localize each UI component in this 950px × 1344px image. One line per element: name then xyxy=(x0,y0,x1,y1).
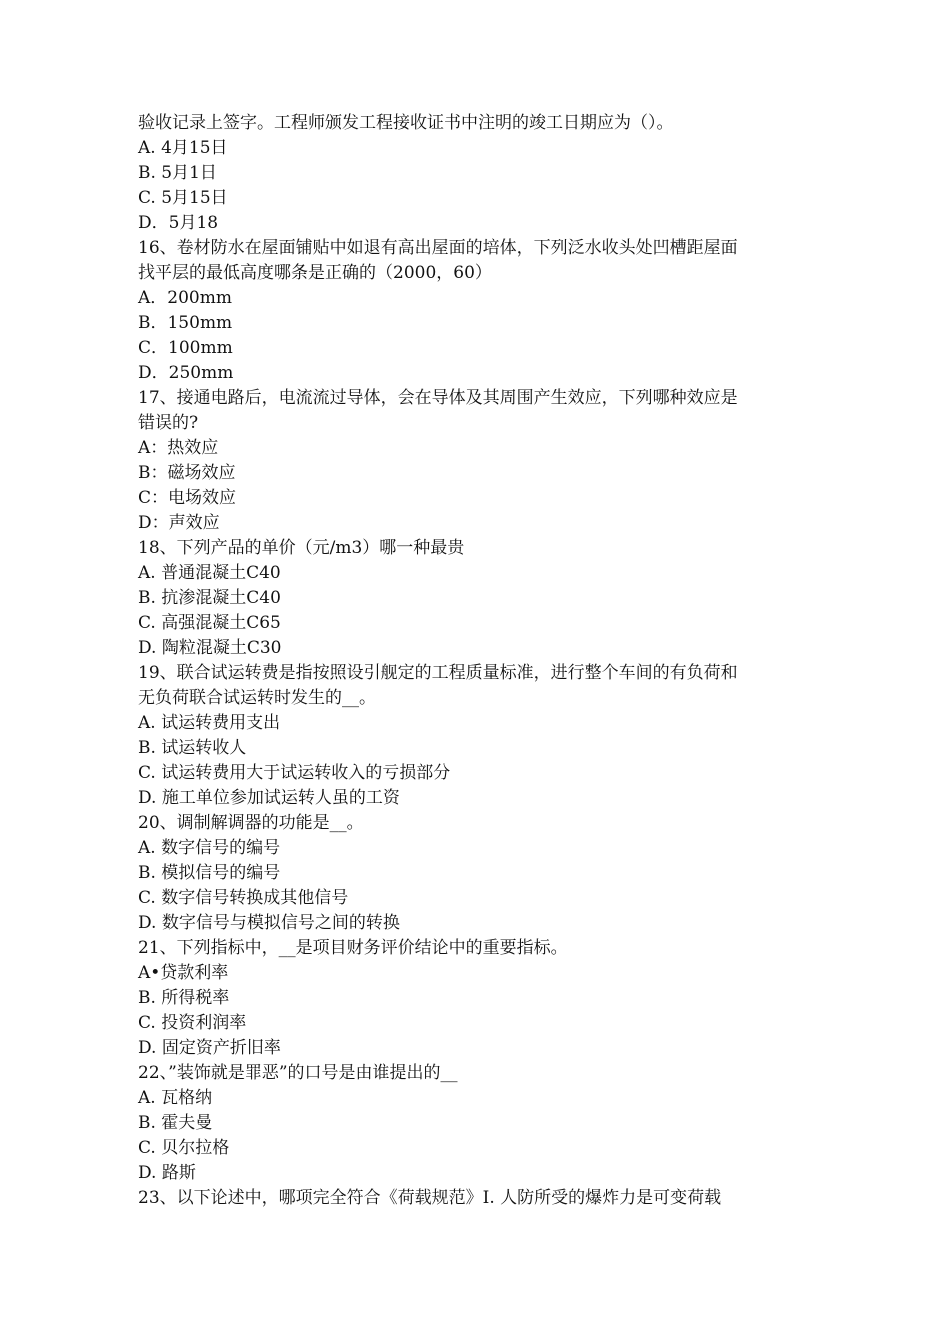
text-line: B. 所得税率 xyxy=(138,988,230,1008)
text-line: A．200mm xyxy=(138,288,232,308)
text-line: D. 路斯 xyxy=(138,1163,196,1183)
text-line: D. 数字信号与模拟信号之间的转换 xyxy=(138,913,400,933)
text-line: D. 施工单位参加试运转人虽的工资 xyxy=(138,788,400,808)
text-line: D：声效应 xyxy=(138,513,220,533)
text-line: 21、下列指标中，__是项目财务评价结论中的重要指标。 xyxy=(138,938,568,958)
text-line: A. 普通混凝土C40 xyxy=(138,563,281,583)
text-line: D．5月18 xyxy=(138,213,219,233)
text-line: A：热效应 xyxy=(138,438,219,458)
text-line: 16、卷材防水在屋面铺贴中如退有高出屋面的培体，下列泛水收头处凹槽距屋面 xyxy=(138,238,738,258)
text-line: C. 贝尔拉格 xyxy=(138,1138,230,1158)
text-line: 20、调制解调器的功能是__。 xyxy=(138,813,364,833)
text-line: A. 瓦格纳 xyxy=(138,1088,213,1108)
text-line: D．250mm xyxy=(138,363,234,383)
text-line: B. 模拟信号的编号 xyxy=(138,863,281,883)
text-line: D. 陶粒混凝土C30 xyxy=(138,638,282,658)
page-text xyxy=(138,111,818,1211)
text-line: B. 抗渗混凝土C40 xyxy=(138,588,281,608)
text-line: B：磁场效应 xyxy=(138,463,236,483)
text-line: A. 数字信号的编号 xyxy=(138,838,281,858)
text-line: 无负荷联合试运转时发生的__。 xyxy=(138,688,376,708)
text-line: C. 高强混凝土C65 xyxy=(138,613,281,633)
text-line: 错误的? xyxy=(138,413,199,433)
text-line: 23、以下论述中，哪项完全符合《荷载规范》I. 人防所受的爆炸力是可变荷载 xyxy=(138,1188,722,1208)
text-line: B. 霍夫曼 xyxy=(138,1113,213,1133)
text-line: 17、接通电路后，电流流过导体，会在导体及其周围产生效应，下列哪种效应是 xyxy=(138,388,738,408)
text-line: C. 5月15日 xyxy=(138,188,228,208)
text-line: C．100mm xyxy=(138,338,233,358)
text-line: C：电场效应 xyxy=(138,488,237,508)
text-line: C. 试运转费用大于试运转收入的亏损部分 xyxy=(138,763,451,783)
text-line: 19、联合试运转费是指按照设引舰定的工程质量标准，进行整个车间的有负荷和 xyxy=(138,663,738,683)
text-line: B．150mm xyxy=(138,313,233,333)
text-line: B. 试运转收人 xyxy=(138,738,247,758)
text-line: 22、”装饰就是罪恶”的口号是由谁提出的__ xyxy=(138,1063,458,1083)
text-line: C. 数字信号转换成其他信号 xyxy=(138,888,349,908)
text-line: 验收记录上签字。工程师颁发工程接收证书中注明的竣工日期应为（）。 xyxy=(138,113,674,133)
text-line: 找平层的最低高度哪条是正确的（2000，60） xyxy=(138,263,492,283)
text-line: B. 5月1日 xyxy=(138,163,217,183)
text-line: A. 4月15日 xyxy=(138,138,228,158)
text-line: A. 试运转费用支出 xyxy=(138,713,281,733)
text-line: C. 投资利润率 xyxy=(138,1013,247,1033)
text-line: A•贷款利率 xyxy=(138,963,229,983)
text-line: 18、下列产品的单价（元/m3）哪一种最贵 xyxy=(138,538,465,558)
text-line: D. 固定资产折旧率 xyxy=(138,1038,281,1058)
